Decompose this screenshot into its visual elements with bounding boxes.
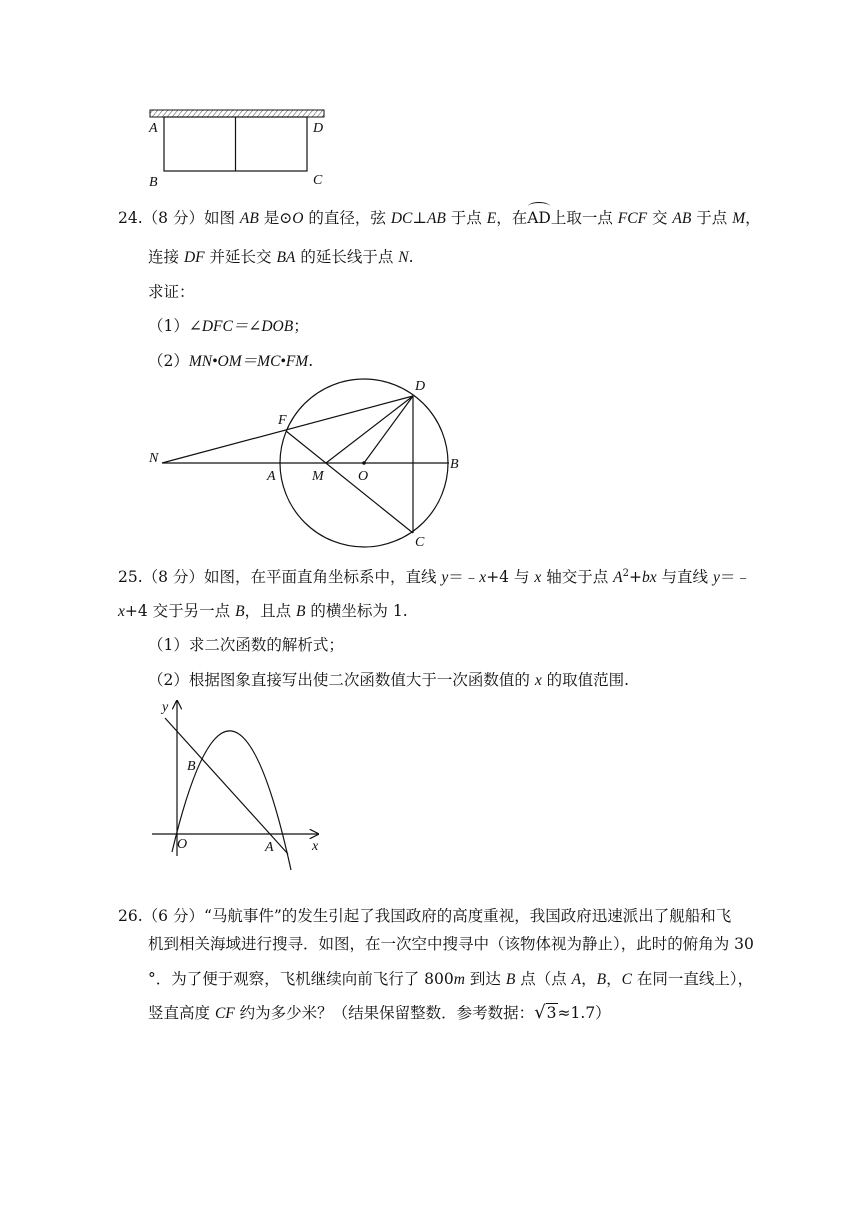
label-B: B [149, 175, 158, 190]
label-F: F [278, 413, 287, 428]
label-B: B [450, 457, 459, 472]
label-A: A [265, 840, 274, 855]
label-N: N [149, 451, 159, 466]
q24-part1: （1）∠DFC＝∠DOB； [148, 317, 309, 335]
label-M: M [312, 469, 324, 484]
label-A: A [267, 469, 276, 484]
q25-part2: （2）根据图象直接写出使二次函数值大于一次函数值的 x 的取值范围. [148, 671, 630, 689]
label-C: C [415, 535, 425, 550]
q25-line2: x+4 交于另一点 B，且点 B 的横坐标为 1. [118, 602, 408, 620]
label-D: D [415, 379, 426, 394]
label-y: y [162, 700, 169, 715]
sqrt-3: √3 [534, 1002, 557, 1023]
q26-line4: 竖直高度 CF 约为多少米？（结果保留整数．参考数据：√3≈1.7） [148, 1002, 611, 1023]
label-O: O [177, 837, 188, 852]
label-C: C [313, 173, 323, 188]
q25-line1: 25.（8 分）如图，在平面直角坐标系中，直线 y＝﹣x+4 与 x 轴交于点 $A^2+bx$ 与直线 y＝﹣ [118, 568, 751, 587]
arc-AD: AD [527, 209, 551, 227]
q26-line1: 26.（6 分）“马航事件”的发生引起了我国政府的高度重视，我国政府迅速派出了舰船和飞 [118, 907, 732, 925]
q24-prove: 求证： [148, 283, 195, 301]
q26-line2: 机到相关海域进行搜寻．如图，在一次空中搜寻中（该物体视为静止），此时的俯角为 30 [148, 935, 754, 953]
q24-line2: 连接 DF 并延长交 BA 的延长线于点 N. [148, 248, 414, 266]
q24-line1: 24.（8 分）如图 AB 是⊙O 的直径，弦 DC⊥AB 于点 E，在AD上取一点 FCF 交 AB 于点 M， [118, 209, 761, 227]
label-O: O [358, 469, 369, 484]
q24-part2: （2）MN•OM＝MC•FM. [148, 352, 314, 370]
q24-score: （8 分） [142, 209, 204, 227]
q24-number: 24. [118, 209, 143, 227]
label-x: x [312, 839, 319, 854]
label-A: A [149, 121, 158, 136]
label-B: B [187, 759, 196, 774]
q25-part1: （1）求二次函数的解析式； [148, 636, 344, 654]
label-D: D [313, 121, 324, 136]
q26-line3: °．为了便于观察，飞机继续向前飞行了 800m 到达 B 点（点 A，B，C 在同一直线上）， [148, 970, 754, 988]
